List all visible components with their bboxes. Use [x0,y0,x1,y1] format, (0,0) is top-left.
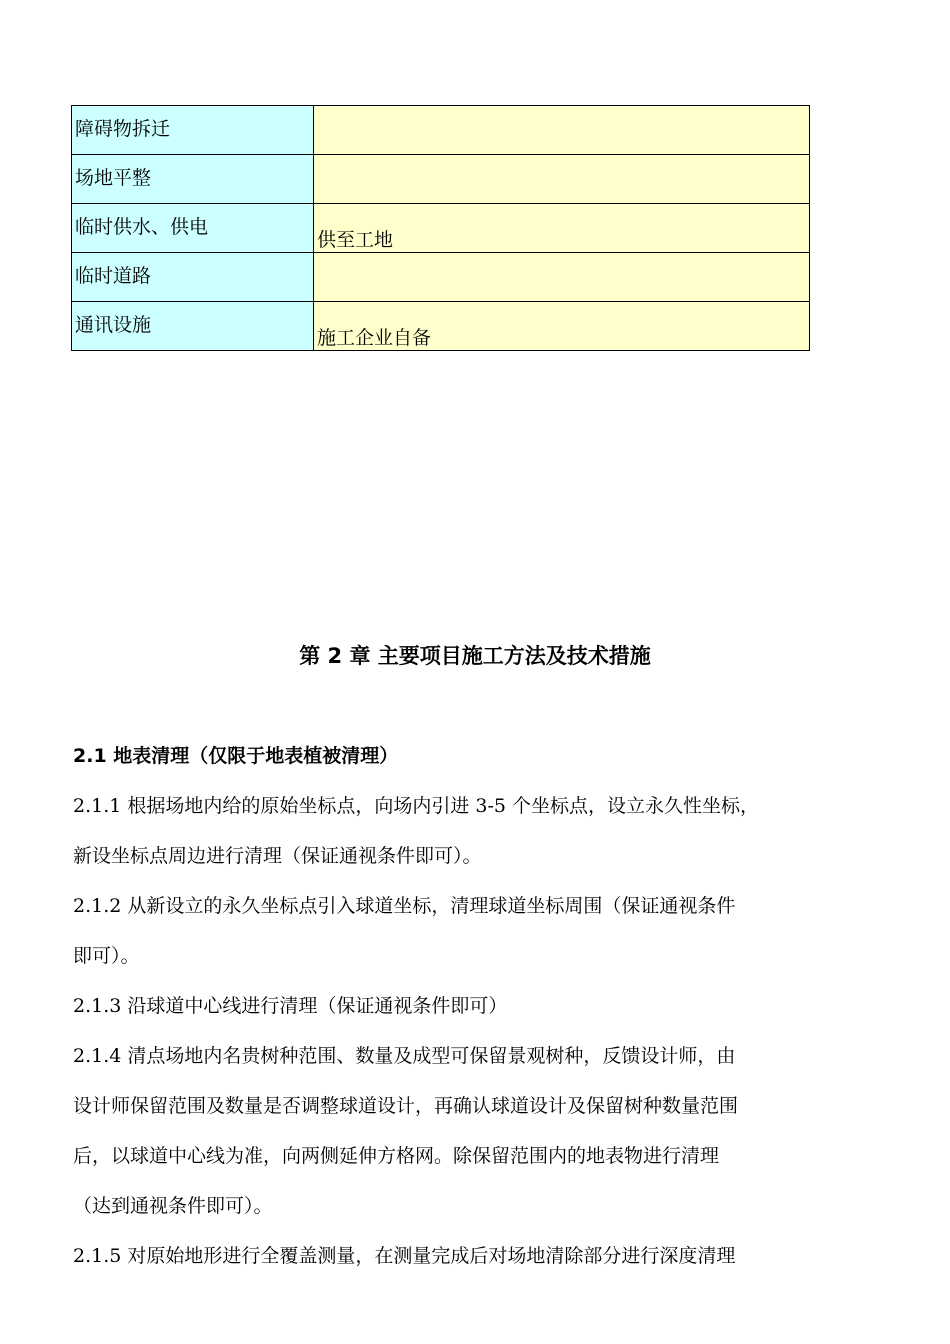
row-value [314,155,810,204]
paragraph-line: 2.1.2 从新设立的永久坐标点引入球道坐标，清理球道坐标周围（保证通视条件 [73,895,736,917]
row-label: 障碍物拆迁 [72,106,314,155]
paragraph-line: 2.1.3 沿球道中心线进行清理（保证通视条件即可） [73,995,508,1017]
row-label: 通讯设施 [72,302,314,351]
section-body [73,781,873,1281]
table-row [72,204,810,253]
row-label: 临时道路 [72,253,314,302]
table-row [72,106,810,155]
chapter-title: 第 2 章 主要项目施工方法及技术措施 [299,644,651,668]
section-heading: 2.1 地表清理（仅限于地表植被清理） [73,745,399,767]
table-row [72,302,810,351]
paragraph-line: 2.1.5 对原始地形进行全覆盖测量，在测量完成后对场地清除部分进行深度清理 [73,1245,736,1267]
row-value: 供至工地 [314,204,810,253]
row-label: 临时供水、供电 [72,204,314,253]
table-row [72,253,810,302]
paragraph-line: 2.1.4 清点场地内名贵树种范围、数量及成型可保留景观树种，反馈设计师，由 [73,1045,736,1067]
row-label: 场地平整 [72,155,314,204]
paragraph-line: 即可）。 [73,945,140,967]
table-row [72,155,810,204]
paragraph-line: 2.1.1 根据场地内给的原始坐标点，向场内引进 3-5 个坐标点，设立永久性坐标， [73,795,760,817]
paragraph-line: （达到通视条件即可）。 [73,1195,273,1217]
paragraph-line: 新设坐标点周边进行清理（保证通视条件即可）。 [73,845,482,867]
site-conditions-table [71,105,810,351]
paragraph-line: 设计师保留范围及数量是否调整球道设计，再确认球道设计及保留树种数量范围 [73,1095,739,1117]
row-value [314,106,810,155]
row-value: 施工企业自备 [314,302,810,351]
row-value [314,253,810,302]
paragraph-line: 后，以球道中心线为准，向两侧延伸方格网。除保留范围内的地表物进行清理 [73,1145,720,1167]
